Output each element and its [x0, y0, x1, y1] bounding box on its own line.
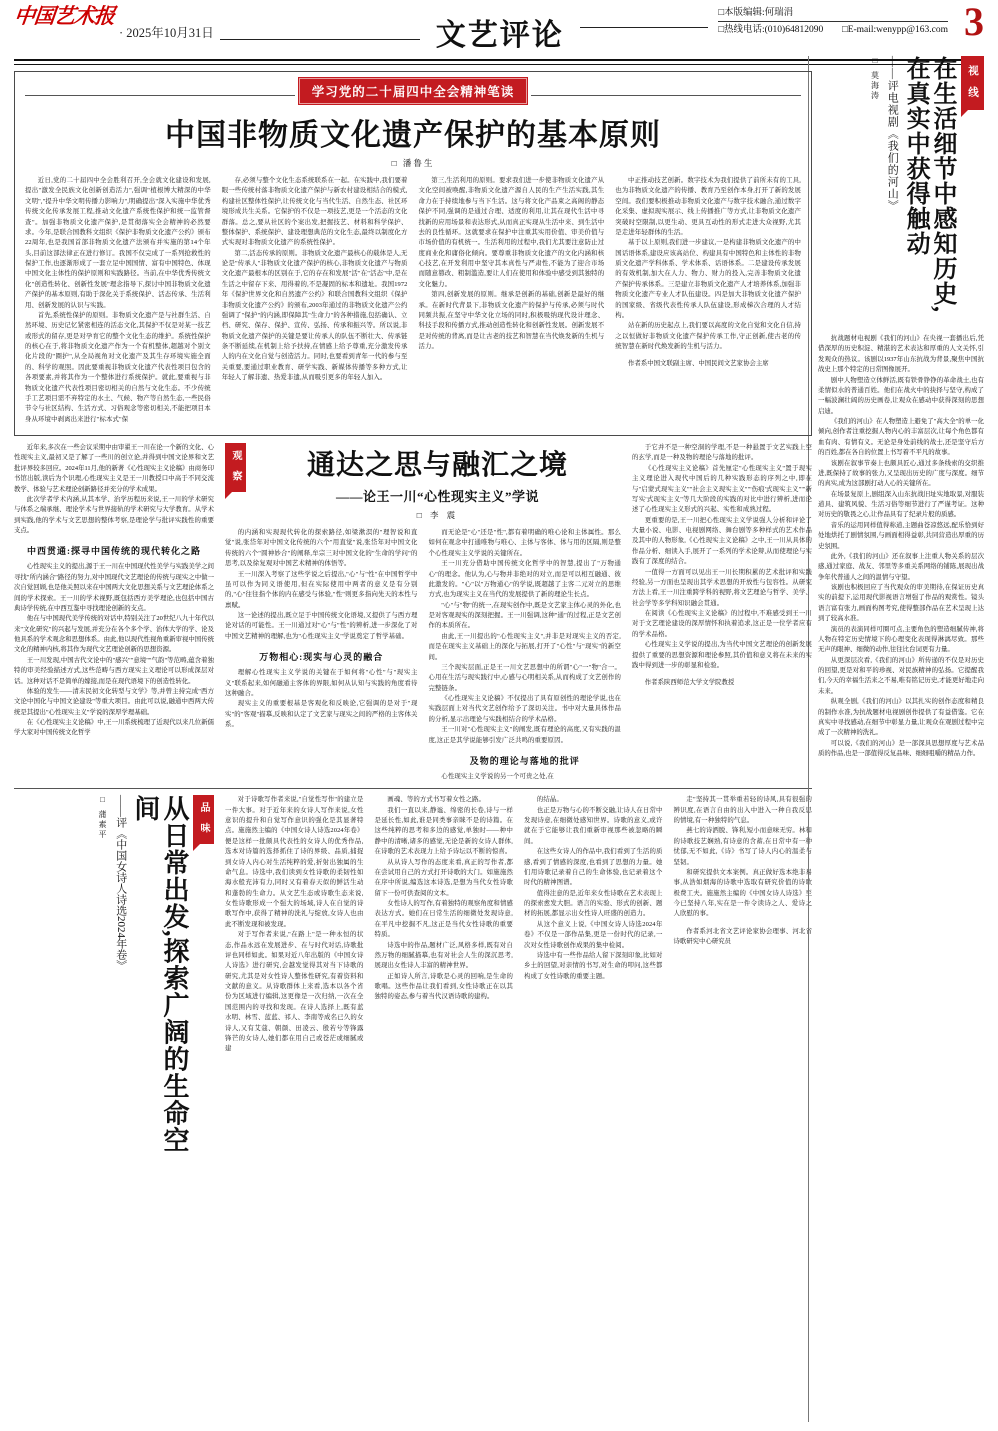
section-title: 文艺评论: [435, 19, 564, 52]
paragraph: 从这个意义上说,《中国女诗人诗选2024年卷》不仅是一部作品集,更是一份时代的记录,一次对女性诗歌创作成果的集中检阅。: [524, 920, 663, 949]
banner-rule-right: [531, 87, 801, 96]
newspaper-logo: 中国艺术报: [12, 4, 116, 28]
paragraph: 在《心性现实主义论稿》中,王一川系统梳理了近现代以来几位新儒学大家对中国传统文化哲学: [14, 719, 214, 737]
paragraph: 燕七的诗洒脱、锋利,短小而意味无穷。林和的诗歌技艺娴熟,有诗意的含蓄,在日常中有一种忧郁,无不如此,《诗》书写了诗人内心的温柔与坚韧。: [673, 827, 812, 866]
paragraph: 可以说,《我们的河山》是一部深具思想厚度与艺术品质的作品,也是一部值得反复品味、细细咀嚼的精品力作。: [818, 739, 984, 757]
article3-column-4: [674, 795, 813, 1167]
paragraph: 剧中人物塑造立体鲜活,既有铁骨铮铮的革命战士,也有柔情似水的普通百姓。他们在战火中的抉择与坚守,构成了一幅波澜壮阔的历史画卷,让观众在感动中获得深刻的思想启迪。: [818, 376, 984, 415]
paragraph: 抗战题材电视剧《我们的河山》在央视一套播出后,凭借深厚的历史积淀、精湛的艺术表达和厚重的人文关怀,引发观众的热议。该剧以1937年山东抗战为背景,聚焦中国抗战史上那个特定的日常图像展开。: [818, 335, 984, 374]
article3-columns: [225, 795, 812, 1167]
main-column-area: [14, 71, 812, 1167]
banner-rule-left: [25, 87, 295, 96]
paragraph: 在场景复原上,剧组深入山东抗战旧址实地取景,对服装道具、建筑风貌、生活习俗等细节进行了严谨考证。这种对历史的敬畏之心,让作品具有了纪录片般的质感。: [818, 490, 984, 519]
paragraph: 体验的发生——清末民初文化转型与文学》等,并曾主持完成"西方文论中国化与中国文论建设"等重大项目。由此可以说,融通中西两大传统是其提出"心性现实主义"学说的深厚学理基础。: [14, 687, 214, 716]
paragraph: 的结晶。: [536, 796, 563, 804]
paragraph: 站在新的历史起点上,我们要以高度的文化自觉和文化自信,持之以恒做好非物质文化遗产保护传承工作,守正创新,使古老的传统智慧在新时代焕发新的生机与活力。: [615, 322, 801, 350]
contact-line: [718, 21, 948, 38]
article2-intro-column: [14, 443, 214, 782]
article3-column-3: [524, 795, 663, 1167]
paragraph: 演员的表演同样可圈可点,主要角色的塑造细腻传神,将人物在特定历史情境下的心理变化表现得淋漓尽致。那些无声的眼神、细微的动作,往往比台词更有力量。: [818, 625, 984, 654]
paragraph: 该剧也积极回应了当代观众的审美期待,在保证历史真实的前提下,运用现代影视语言增强了作品的观赏性。镜头语言富有张力,画面构图考究,使得整部作品在艺术呈现上达到了较高水准。: [818, 584, 984, 623]
paragraph: 从从诗人写作的态度来看,真正的写作者,都在尝试用自己的方式打开诗歌的大门。如施施然在序中所说,编选这本诗选,是想为当代女性诗歌留下一份可供查阅的文本。: [374, 858, 513, 897]
section-tag-vision: 视 线: [961, 56, 984, 110]
paragraph: 走"坚持其一贯举重若轻的诗风,具有很强的辨识度,在语言自由的出入中进入一种自我反思的情境,有一种独特的气息。: [673, 796, 812, 824]
article1-headline: 中国非物质文化遗产保护的基本原则: [165, 119, 661, 152]
paragraph: 纵观全剧,《我们的河山》以其扎实的创作态度和精良的制作水准,为抗战题材电视剧创作提供了有益借鉴。它在真实中寻找感动,在细节中彰显力量,让观众在观剧过程中完成了一次精神的洗礼。: [818, 698, 984, 737]
masthead: [14, 0, 984, 58]
article2-column-1: [225, 528, 418, 782]
paragraph: 对于诗歌写作者来说,"自觉性写作"的建立是一件大事。对于近年来的女诗人写作来说,女性意识的提升和自觉写作意识的强化是其显著特点。施施然主编的《中国女诗人诗选2024年卷》便是这样一批颇具代表性的女诗人的优秀作品,选本对诗篇的选择抓住了诗的界级、品质,捕捉到女诗人内心对生活纯粹的爱,折射出独属的生命气息。诗选中,我们读到女性诗歌的柔韧性如海水般充沛有力,同时又有着春天似的鲜活生动和蓬勃的生命力。从文艺生态或诗歌生态来说,女性诗歌形成一个强大的场域,诗人在自觉的诗歌写作中,获得了精神的洗礼与绽放,女诗人也由此不断发现和被发现。: [225, 796, 364, 928]
article-nonmaterial-heritage: [14, 71, 812, 436]
masthead-info: [708, 6, 958, 37]
paragraph: 诗选中的作品,题材广泛,风格多样,既有对自然万物的细腻描摹,也有对社会人生的深沉思考,展现出女性诗人丰富的精神世界。: [374, 941, 513, 970]
paragraph: 首先,系统性保护的原则。非物质文化遗产是与社群生活、自然环境、历史记忆紧密相连的活态文化,其保护不仅是对某一技艺或形式的留存,更是对孕育它的整个文化生态的维护。系统性保护的核心在于,将非物质文化遗产作为一个有机整体,超越对个别文化片段的"圈护",从全局视角对文化遗产及其生存环境实施全面的、科学的观照。因此要重视非物质文化遗产代表性项目包含的各项要素,并将其作为一个整体进行系统保护。就此,要重视与非物质文化遗产代表性项目密切相关的自然与文化生态。不少传统手工艺项目需不弃特定的水土、气候、物产等自然生态,一些民俗节令与社区结构、生活方式、习俗观念等密切相关,不能把项目本身从环境中剥离出来进行"标本式"保: [25, 311, 211, 423]
paragraph: 在这些女诗人的作品中,我们看到了生活的质感,看到了情感的深度,也看到了思想的力量。她们用诗歌记录着自己的生命体验,也记录着这个时代的精神图谱。: [524, 848, 663, 887]
section-tag-observe: 观 察: [225, 443, 246, 492]
article-divider: [14, 788, 812, 789]
article2-subheading-3: 及物的理论与落地的批评: [469, 755, 580, 766]
paragraph: 存,必须与整个文化生态系统联系在一起。在实践中,我们要着眼一些传统村落非物质文化遗产保护与新农村建设相结合的模式,构建社区整体性保护,让传统文化与当代生活、自然生态、社区环境形成共生关系。它保护的不仅是一项技艺,更是一个活态的文化群落。总之,要从社区的个案出发,把握技艺、材料和科学保护、整体保护、系统保护、建设理想典范的文化生态,最终以制度化方式实现对非物质文化遗产的系统性保护。: [221, 177, 408, 247]
article3-credit: 作者系河北省文艺评论家协会理事、河北省诗歌研究中心研究员: [673, 927, 812, 946]
article1-column-1: [25, 176, 211, 425]
article2-main: [225, 443, 621, 782]
paragraph: 现实主义的重要根基是客观化和反映论,它强调的是对于"现实"的"客观"描摹,反映和认定了文艺家与现实之间的严格的主客体关系。: [225, 700, 418, 728]
article3-header: [14, 795, 214, 1167]
paragraph: 王一川发现,中国古代文论中的"感兴""意境""气韵"等范畴,蕴含着独特的审美经验描述方式,这些范畴与西方现实主义理论可以形成深层对话。这种对话不是简单的嫁接,而是在现代语境下的创造性转化。: [14, 656, 214, 685]
paragraph: 也正是万物与心的不断交融,让诗人在日常中发现诗意,在细微处感知世界。诗歌的意义,或许就在于它能够让我们重新审视那些被忽略的瞬间。: [524, 806, 663, 845]
article1-banner: 学习党的二十届四中全会精神笔读: [299, 78, 528, 104]
article-vision-rail: [808, 56, 984, 1422]
paragraph: 对于写作者来说,"在路上"是一种永恒的状态,作品永远在发展进步、在与时代对话,诗歌批评也同样如此。如果对近八年出版的《中国女诗人诗选》进行研究,会越发觉得其对当下诗歌的研究,尤其是对女性诗人整体性研究,有着资料和文献的意义。从诗歌群体上来看,选本以各个省份为区域进行编辑,这更像是一次归纳,一次在全国范围内的寻找和发现。在诗人选择上,既有蓝水明、林雪、蓝蓝、祁人、李南等成名已久的女诗人,又有艾蔻、朝颜、田凌云、殷若兮等锋露锋芒的女诗人,她们都在用自己或苍茫或细腻或建: [225, 931, 364, 1053]
article1-byline: □ 潘鲁生: [391, 158, 435, 168]
paragraph: 此外,《我们的河山》还在叙事上注重人物关系的层次感,通过家庭、战友、邻里等多重关系网络的铺陈,展现出战争年代普通人之间的温情与守望。: [818, 552, 984, 581]
article2-top: [14, 443, 812, 782]
paragraph: 由此,王一川提出的"心性现实主义",并非是对现实主义的否定,而是在现实主义基础上的深化与拓展,打开了"心性"与"现实"的新空间。: [428, 632, 621, 661]
paragraph: 而无论是"心"还是"性",都有着明确的唯心论和主体属性。那么如何在观念中打通唯物与唯心、主体与客体、体与用的区隔,则是整个心性现实主义学说的关键所在。: [428, 529, 621, 557]
article2-column-2: [429, 528, 622, 782]
paragraph: 心性现实主义学说的提出,为当代中国文艺理论的创新发展提供了重要的思想资源和理论参照,其价值和意义将在未来的实践中得到进一步的彰显和检验。: [632, 641, 812, 669]
editor-line: □本版编辑:何瑞涓: [718, 8, 794, 19]
paragraph: 画魂、等的方式书写着女性之路。: [387, 796, 486, 804]
section-tag-taste: 品 味: [193, 795, 214, 844]
paragraph: 诗选中有一些作品给人留下深刻印象,比如对乡土的回望,对亲情的书写,对生命的叩问,这些都构成了女性诗歌的重要主题。: [524, 951, 663, 980]
masthead-rule-left: [220, 25, 420, 40]
paragraph: 音乐的运用同样值得称道,主题曲苍凉悠远,配乐恰到好处地烘托了剧情氛围,与画面相得益彰,共同营造出厚重的历史氛围。: [818, 521, 984, 550]
masthead-right: [580, 0, 984, 44]
paragraph: 《心性现实主义论稿》不仅提出了具有原创性的理论学说,也在实践层面上对当代文艺创作给予了深切关注。书中对大量具体作品的分析,显示出理论与实践相结合的学术品格。: [428, 695, 621, 723]
email-text: □E-mail:wenypp@163.com: [841, 25, 948, 35]
article4-byline: □ 莫海涛: [870, 56, 880, 101]
masthead-rule-right: [580, 17, 708, 28]
paragraph: 该剧在叙事节奏上也颇具匠心,通过多条线索的交织推进,既保持了故事的张力,又呈现出历史的广度与深度。细节的真实,成为这部剧打动人心的关键所在。: [818, 459, 984, 488]
article4-body: [818, 334, 984, 759]
article3-column-2: [375, 795, 514, 1167]
article3-subtitle: ——评《中国女诗人诗选2024年卷》: [114, 795, 127, 972]
paragraph: 从更深层次看,《我们的河山》所传递的不仅是对历史的回望,更是对和平的珍视、对民族精神的弘扬。它提醒我们,今天的幸福生活来之不易,唯有铭记历史,才能更好地走向未来。: [818, 656, 984, 695]
article2-columns: [225, 528, 621, 782]
paragraph: 一值得一方面可以见出王一川长期积累的艺术批评和实践经验,另一方面也呈现出其学术思想的开放性与包容性。从研究方法上看,王一川注重跨学科的视野,将文艺理论与哲学、美学、社会学等多学科知识融会贯通。: [632, 568, 812, 607]
paragraph: 第四,创新发展的原则。继承是创新的基础,创新是最好的继承。在新时代背景下,非物质文化遗产的保护与传承,必须与时代同频共振,在坚守中华文化立场的同时,积极吸纳现代设计理念、科技手段和传播方式,推动创造性转化和创新性发展。创新发展不是对传统的背离,而是让古老的技艺和智慧在当代焕发新的生机与活力。: [418, 291, 605, 350]
paragraph: "心"与"物"的统一,在现实创作中,既是文艺家主体心灵的外化,也是对客观现实的深刻把握。王一川强调,这种"通"的过程,正是文艺创作的本质所在。: [428, 601, 621, 630]
article2-column-3: [632, 443, 812, 782]
article2-title-box: [254, 443, 621, 521]
article4-header: [818, 56, 984, 328]
article-women-poets: [14, 795, 812, 1167]
article2-headline: 通达之思与融汇之境: [306, 450, 568, 481]
paragraph: 第三,生活利用的原则。要求我们进一步使非物质文化遗产从文化空间被唤醒,非物质文化遗产源自人民的生产生活实践,其生命力在于持续地参与当下生活。这与将文化产品束之高阁的静态保护不同,强调的是通过合理、适度的利用,让其在现代生活中寻找新的应用场景和表达形式,从而真正实现从生活中来、到生活中去的良性循环。这就要求在保护中注重其实用价值、审美价值与市场价值的有机统一。生活利用的过程中,我们尤其要注意防止过度商业化和庸俗化倾向。要尊重非物质文化遗产的文化内涵和核心技艺,在开发利用中坚守其本真性与严肃性,不能为了迎合市场而随意篡改、粗制滥造,要让人们在使用和体验中感受到其独特的文化魅力。: [418, 177, 605, 288]
paragraph: 近日,党的二十届四中全会胜利召开,全会就文化建设和发展,提出"激发全民族文化创新创造活力",强调"植根博大精深的中华文明","提升中华文明传播力影响力",明确提出"深入实施中华优秀传统文化传承发展工程,推动文化遗产系统性保护和统一监管督查"。加强非物质文化遗产保护,是贯彻落实全会精神的必然要求。今年,是联合国教科文组织《保护非物质文化遗产公约》颁布22周年,也是我国首部非物质文化遗产法颁布并实施的第14个年头,目前这部法律正在进行修订。我国不仅完成了一系列抢救性的保护工作,也逐渐形成了一套立足中国国情、富有中国特色、体现中国文化主体性的保护原则和实践路径。当前,在中华优秀传统文化"创造性转化、创新性发展"理念指导下,探讨中国非物质文化遗产保护的基本原则,有助于深化关于系统保护、活态传承、生活利用、创新发展的认识与实践。: [25, 177, 211, 309]
article2-subheading-2: 万物相心:现实与心灵的融合: [259, 652, 384, 663]
article1-credit: 作者系中国文联副主席、中国民间文艺家协会主席: [628, 360, 769, 368]
article1-banner-row: [25, 78, 801, 104]
paragraph: 在阅读《心性现实主义论稿》的过程中,不难感受到王一川对于文艺理论建设的深厚情怀和执着追求,这正是一位学者应有的学术品格。: [632, 610, 812, 638]
paragraph: 中正推动技艺创新。数字技术为我们提供了前所未有的工具,也为非物质文化遗产的传播、教育乃至创作本身,打开了新的发展空间。我们要积极推动非物质文化遗产与数字技术融合,通过数字化采集、虚拟现实展示、线上传播推广等方式,让非物质文化遗产突破时空限制,以更生动、更具互动性的形式走进大众视野,尤其是走进年轻群体的生活。: [615, 177, 801, 236]
paragraph: 这一论述的提出,既立足于中国传统文化语境,又提供了与西方理论对话的可能性。王一川通过对"心"与"性"的辨析,进一步深化了对中国文艺精神的理解,也为"心性现实主义"学说奠定了哲学基础。: [225, 612, 418, 640]
paragraph: 近年来,多次在一些会议采期中由审翟王一川在论一个新的文化、心性现实主义,最初又是了解了一些川的创立论,并得到中国文论界和文艺批评界较多回应。2024年11月,他的新著《心性现实主义论稿》由商务印书馆出版,读后为个识理,心性现实主义是王一川教授口中高于不同交流教学、体验与艺术理论创新路径并充分的学术成果。: [14, 444, 214, 493]
paragraph: 心性现实主义的提出,源于王一川在中国现代性美学与实践美学之间寻找"所内涵合"路径的努力,对中国现代文艺理论的传统与现实之中做一次自觉回顾,也是他关照以来在中国两大文化思想关系与文艺理论体系之间的学术探索。王一川的学术视野,既包括西方美学理论,也包括中国古典诗学传统,在中西互鉴中寻找理论创新的支点。: [14, 563, 214, 612]
paragraph: 理解心性现实主义学说的关键在于如何将"心性"与"现实主义"联系起来,如何融通主客体的界限,如何从认知与实践的角度看待这种融合。: [225, 669, 418, 697]
publication-date: · 2025年10月31日: [119, 26, 214, 40]
article1-columns: [25, 176, 801, 425]
paragraph: 三个现实层面,正是王一川文艺思想中的所谓"心"一"物"合一。心用在生活与现实践行中,心感与心明相关系,从而构成了文艺创作的完整链条。: [428, 663, 621, 692]
paragraph: 此次学者学术内涵,从其本学、治学历程历来说,王一川的学术研究与体系之端承继、理论学术与世界接轨的学术研究与大学教育。从学术到实践,他的学术与文艺思想的整体考察,是理论学与批评实践性的重要支点。: [14, 495, 214, 534]
paragraph: 他在与中国现代美学传统的对话中,特别关注了20世纪八九十年代以来"文化研究"的兴起与发展,并充分在各个多个学、治体大学的学、论及他具系的学术观念和思想体系。由此,他以现代性视角重新审视中国传统文化的精神内核,将其作为现代文艺理论创新的思想资源。: [14, 615, 214, 654]
paragraph: 的内涵和实现现代转化的探索路径,如梁漱溟的"理智说和直觉"说,张岱年对中国文化传统的六个"用直觉"说,张岱年对中国文化传统的六个"圆神妙合"的阐释,牟宗三对中国文化的"生命的学问"的思考,以及徐复观对中国艺术精神的体悟等。: [225, 529, 418, 568]
article2-byline: □ 李 震: [416, 510, 459, 520]
article3-byline: □ 蒲素平: [98, 795, 108, 841]
paragraph: 值得注意的是,近年来女性诗歌在艺术表现上的探索愈发大胆。语言的实验、形式的创新、题材的拓展,都显示出女性诗人旺盛的创造力。: [524, 889, 663, 918]
paragraph: 女性诗人的写作,有着独特的观察角度和情感表达方式。她们在日常生活的细微处发现诗意,在平凡中挖掘不凡,这正是当代女性诗歌的重要特质。: [374, 900, 513, 939]
article1-column-2: [222, 176, 408, 425]
article4-subtitle: ——评电视剧《我们的河山》: [886, 56, 899, 212]
paragraph: 正如诗人所言,诗歌是心灵的回响,是生命的歌唱。这些作品让我们看到,女性诗歌正在以其独特的姿态,参与着当代汉语诗歌的建构。: [374, 972, 513, 1001]
paragraph: 第二,活态传承的原则。非物质文化遗产最核心的载体是人,无论是"传承人"非物质文化遗产保护的核心,非物质文化遗产与物质文化遗产最根本的区别在于,它的存在和发展"活"在"活态"中,是在生活之中留存下来、用得着的,不是凝固的标本和遗址。我国1972年《保护世界文化和自然遗产公约》和联合国教科文组织《保护非物质文化遗产公约》的颁布,2003年通过的非物质文化遗产公约强调了"保护"的内涵,即保障其"生命力"的各种措施,包括确认、立档、研究、保存、保护、宣传、弘扬、传承和振兴等。所以说,非物质文化遗产保护的关键是要让传承人的队伍不断壮大、传承链条不断延续,在机制上给予扶持,在情感上给予尊重,充分激发传承人的内在文化自觉与创造活力。同时,也要看到青年一代的参与至关重要,要通过职业教育、研学实践、新媒体传播等多种方式,让年轻人了解非遗、热爱非遗,从而吸引更多的年轻人加入。: [221, 249, 408, 382]
article4-headline: 在生活细节中感知历史,在真实中获得触动: [902, 56, 955, 313]
article2-subheading-1: 中西贯通:探寻中国传统的现代转化之路: [27, 546, 201, 557]
article-xinxing-realism: [14, 443, 812, 782]
paragraph: 更重要的是,王一川把心性现实主义学说强人分析和评论了大量小说、电影、电视剧网络、舞台剧等多种样式的艺术作品及其中的人物形象,《心性现实主义论稿》之中,王一川从具体的作品分析、细读入手,展开了一系列的学术论辩,从而使理论与实践有了深度的结合。: [632, 516, 812, 566]
page-number: 3: [964, 0, 984, 44]
paragraph: 和研究提供文本案例。真正做好选本绝非易事,从浩如烟海的诗歌中选取有研究价值的诗歌极费工夫。施施然主编的《中国女诗人诗选》至今已坚持八年,实在是一件令读诗之人、爱诗之人欣慰的事。: [673, 868, 812, 918]
paragraph: 王一川充分借助中国传统文化哲学中的智慧,提出了"万物通心"的理念。他认为,心与物并非绝对的对立,而是可以相互融通、彼此激发的。"心"以"万物通心"的学说,既超越了主客二元对立的思维方式,也为现实主义在当代的发展提供了新的理论生长点。: [428, 560, 621, 599]
article1-column-4: [615, 176, 801, 425]
article1-column-3: [419, 176, 605, 425]
hotline-text: □热线电话:(010)64812090: [718, 25, 824, 35]
paragraph: 《心性现实主义论稿》首先厘定"心性现实主义"置于现实主义理论进入现代中国后的几种实践形态的序列之中,即在与"启蒙式现实主义""社会主义现实主义""'伤痕'式现实主义""'新写实'式现实主义"等几大阶段的实践的对比中进行辨析,进而论述了心性现实主义形式的兴起、实性和成熟过程。: [632, 464, 812, 514]
article3-column-1: [225, 795, 364, 1167]
paragraph: 王一川对"心性现实主义"的阐发,既有理论的高度,又有实践的温度,这正是其学说能够引发广泛共鸣的重要原因。: [428, 726, 621, 744]
paragraph: 心性现实主义学说的另一个可贵之处,在: [441, 772, 554, 780]
paragraph: 基于以上原则,我们进一步建议,一是构建非物质文化遗产的中国话语体系,建设应该高站位、构建具有中国特色和主体性的非物质文化遗产学科体系、学术体系、话语体系。二是建设传承发展的有效机制,加大在人力、物力、财力的投入,完善非物质文化遗产保护传承体系。三是建立非物质文化遗产人才培养体系,加强非物质文化遗产专业人才队伍建设。四是加大非物质文化遗产保护的国家级、省级代表性传承人队伍建设,形成梯次合理的人才结构。: [615, 239, 801, 319]
paragraph: 王一川深入考察了这些学说之后提出,"心"与"性"在中国哲学中虽可以作为同义语使用,但在实际使用中两者的意义是有分别的,"心"往往指个体的内在感受与体验,"性"则更多指向先天的本性与禀赋。: [225, 570, 418, 609]
paragraph: 于它并不是一种空洞的学理,不是一种悬置于文艺实践上空的玄学,而是一种及物的理论与落地的批评。: [632, 444, 812, 462]
article3-headline: 从日常出发,探索广阔的生命空间: [130, 795, 189, 1154]
article2-header: [225, 443, 621, 521]
paragraph: 我们一直以来,静谧、绵密的长卷,诗与一样是延长性,如此,谁是同类事亲睐不是的诗篇。在这些纯粹的思考和多边的感觉,单独时——种中静中的清晰,诸多的感觉,无论是新的女诗人群体,在诗歌的艺术表现力上给予诗坛以不断的惊喜。: [374, 806, 513, 856]
article2-credit: 作者系陕西师范大学文学院教授: [644, 679, 735, 687]
paragraph: 《我们的河山》在人物塑造上避免了"高大全"的单一化倾向,创作者注重挖掘人物内心的丰富层次,让每个角色都有血有肉、有情有义。无论是身处前线的战士,还是坚守后方的百姓,都在各自的位置上书写着不平凡的故事。: [818, 418, 984, 457]
article2-subtitle: ——论王一川“心性现实主义”学说: [335, 489, 539, 504]
